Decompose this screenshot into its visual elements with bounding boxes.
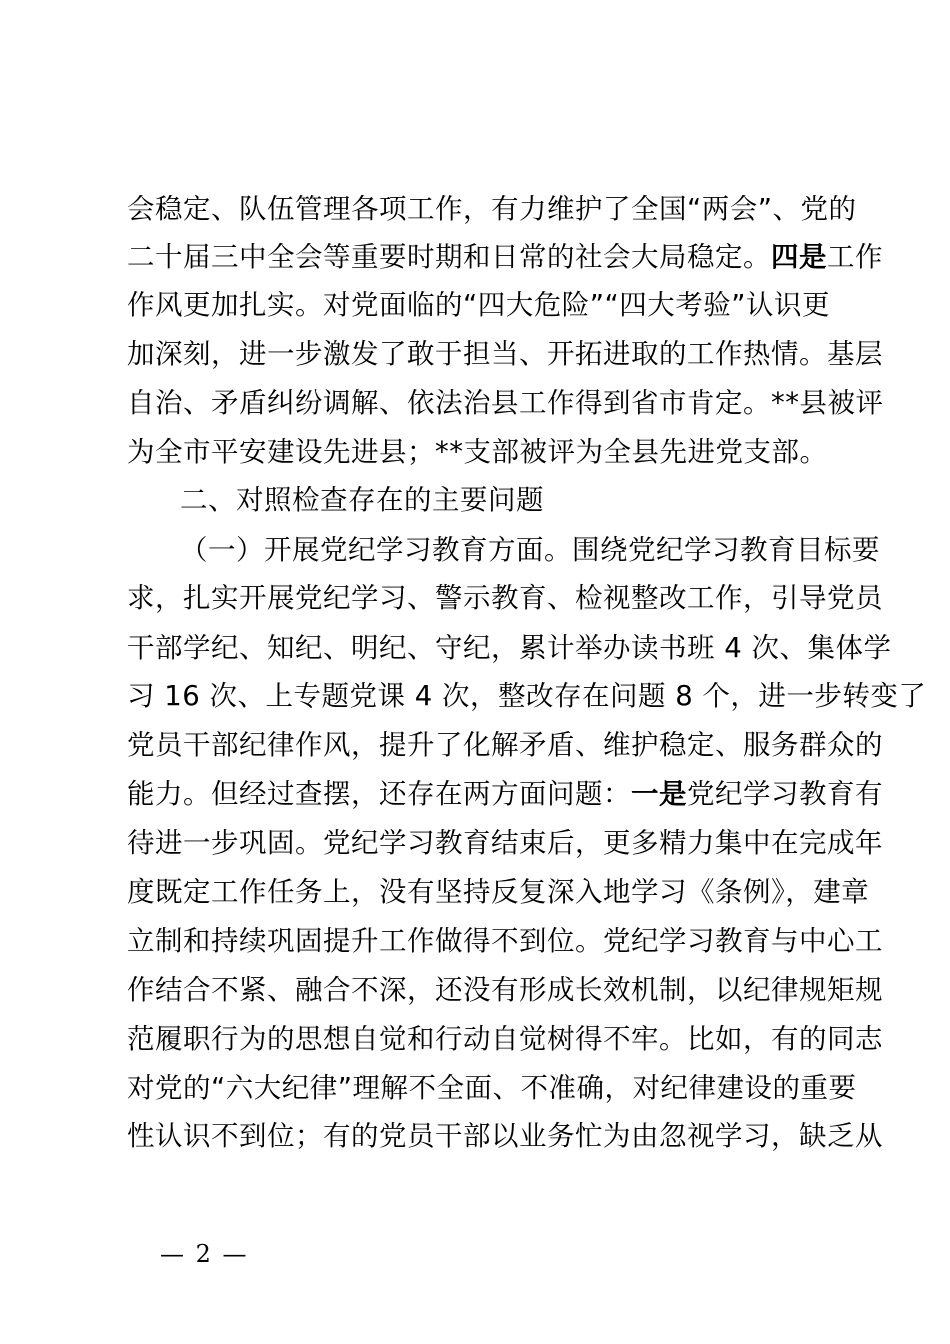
body-line-8: （一）开展党纪学习教育方面。围绕党纪学习教育目标要 [180,534,880,566]
body-line-14: 待进一步巩固。党纪学习教育结束后，更多精力集中在完成年 [127,827,883,859]
body-line-11: 习 16 次、上专题党课 4 次，整改存在问题 8 个，进一步转变了 [127,680,927,712]
body-line-5: 自治、矛盾纠纷调解、依法治县工作得到省市肯定。**县被评 [127,387,884,419]
body-line-20: 性认识不到位；有的党员干部以业务忙为由忽视学习，缺乏从 [127,1120,883,1152]
body-line-12: 党员干部纪律作风，提升了化解矛盾、维护稳定、服务群众的 [127,729,883,761]
bold-keyword: 一是 [631,778,687,810]
body-line-16: 立制和持续巩固提升工作做得不到位。党纪学习教育与中心工 [127,925,883,957]
body-line-6: 为全市平安建设先进县；**支部被评为全县先进党支部。 [127,436,828,468]
body-line-10: 干部学纪、知纪、明纪、守纪，累计举办读书班 4 次、集体学 [127,632,892,664]
body-line-2: 二十届三中全会等重要时期和日常的社会大局稳定。四是工作 [127,241,883,273]
body-line-19: 对党的“六大纪律”理解不全面、不准确，对纪律建设的重要 [127,1072,857,1104]
body-line-15: 度既定工作任务上，没有坚持反复深入地学习《条例》，建章 [127,876,870,908]
body-line-13: 能力。但经过查摆，还存在两方面问题：一是党纪学习教育有 [127,778,883,810]
body-line-17: 作结合不紧、融合不深，还没有形成长效机制，以纪律规矩规 [127,974,883,1006]
body-line-9: 求，扎实开展党纪学习、警示教育、检视整改工作，引导党员 [127,582,883,614]
body-line-1: 会稳定、队伍管理各项工作，有力维护了全国“两会”、党的 [127,193,857,225]
page-number: — 2 — [160,1240,249,1268]
bold-keyword: 四是 [771,241,827,273]
body-line-3: 作风更加扎实。对党面临的“四大危险”“四大考验”认识更 [127,289,830,321]
body-line-4: 加深刻，进一步激发了敢于担当、开拓进取的工作热情。基层 [127,338,883,370]
section-heading: 二、对照检查存在的主要问题 [180,484,544,516]
body-line-18: 范履职行为的思想自觉和行动自觉树得不牢。比如，有的同志 [127,1023,883,1055]
